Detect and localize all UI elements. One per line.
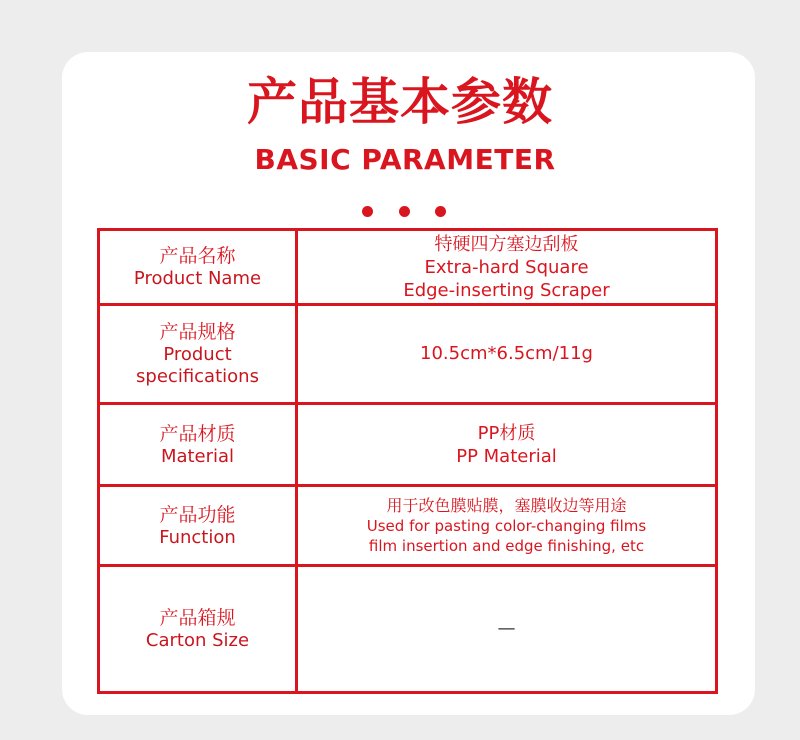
value-line: PP材质 [477,422,536,444]
label-cell [99,305,297,404]
label-cn: 产品功能 [159,503,236,526]
value-line: Edge-inserting Scraper [403,279,610,301]
page-title-cn: 产品基本参数 [247,73,553,131]
label-cn: 产品名称 [159,245,236,267]
label-cell [99,566,297,693]
label-en: specifications [136,366,259,387]
label-cn: 产品规格 [159,321,236,343]
value-en-line: film insertion and edge finishing, etc [368,537,645,555]
dot-icon [435,206,446,217]
value-cn: 用于改色膜贴膜，塞膜收边等用途 [386,496,627,515]
value-en-line: Used for pasting color-changing films [366,517,647,535]
dot-icon [362,206,373,217]
value-text: 10.5cm*6.5cm/11g [420,343,593,364]
label-en: Function [159,526,236,548]
table-row-carton-size [99,566,717,693]
page-title-en: BASIC PARAMETER [254,143,556,176]
value-line: Extra-hard Square [424,256,589,278]
label-cell [99,230,297,305]
label-cn: 产品箱规 [159,607,236,629]
value-cell [297,305,717,404]
dot-icon [399,206,410,217]
parameter-table [97,228,718,694]
value-line: 特硬四方塞边刮板 [434,233,579,255]
label-cn: 产品材质 [159,422,236,445]
value-cell [297,404,717,486]
label-cell [99,404,297,486]
label-cell [99,486,297,566]
label-en: Material [160,445,235,467]
value-cell [297,566,717,693]
label-en: Carton Size [145,630,250,651]
value-cell [297,230,717,305]
label-en: Product [163,344,232,365]
value-dash: — [497,618,516,639]
value-cell [297,486,717,566]
table-row-product-name [99,230,717,305]
table-row-material [99,404,717,486]
table-row-specifications [99,305,717,404]
label-en: Product Name [133,268,262,289]
table-row-function [99,486,717,566]
decorative-dots [362,206,446,218]
value-line: PP Material [456,445,557,467]
